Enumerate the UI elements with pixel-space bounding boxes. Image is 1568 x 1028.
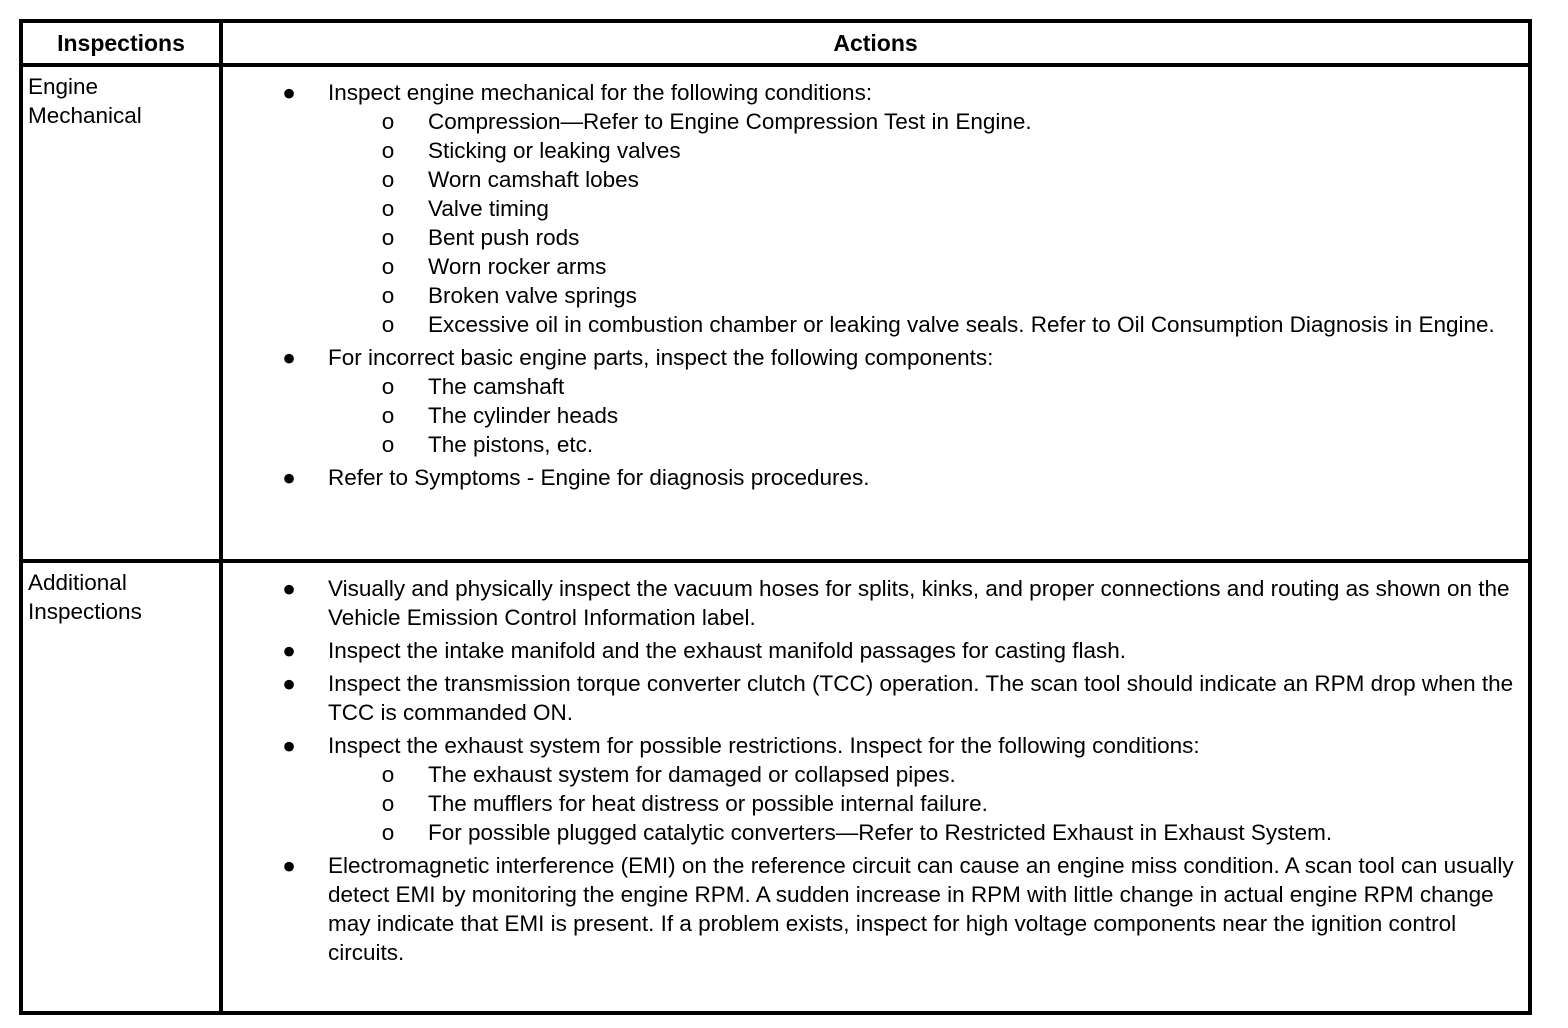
sub-item xyxy=(328,310,1522,339)
sub-item xyxy=(328,789,1522,818)
bullet-text: Inspect the transmission torque converter clutch (TCC) operation. The scan tool should indicate an RPM drop when the TCC is commanded ON. xyxy=(328,671,1514,725)
circle-bullet-icon: o xyxy=(381,254,395,279)
sub-text: For possible plugged catalytic converters—Refer to Restricted Exhaust in Exhaust System. xyxy=(428,820,1333,845)
sub-item xyxy=(328,760,1522,789)
bullet-item xyxy=(223,731,1522,847)
bullet-item xyxy=(223,574,1522,632)
bullet-text: Refer to Symptoms - Engine for diagnosis procedures. xyxy=(328,465,870,490)
sub-item xyxy=(328,165,1522,194)
sub-item xyxy=(328,372,1522,401)
sub-item xyxy=(328,430,1522,459)
sub-text: Excessive oil in combustion chamber or leaking valve seals. Refer to Oil Consumption Diagnosis in Engine. xyxy=(428,312,1495,337)
diagnostic-table xyxy=(19,19,1532,1015)
sub-item xyxy=(328,401,1522,430)
bullet-item xyxy=(223,343,1522,459)
sub-item xyxy=(328,136,1522,165)
bullet-dot-icon: ● xyxy=(282,638,296,663)
sub-text: Sticking or leaking valves xyxy=(428,138,681,163)
header-actions: Actions xyxy=(221,21,1530,65)
bullet-dot-icon: ● xyxy=(282,80,296,105)
sub-text: The exhaust system for damaged or collapsed pipes. xyxy=(428,762,956,787)
circle-bullet-icon: o xyxy=(381,225,395,250)
header-inspections: Inspections xyxy=(21,21,221,65)
bullet-dot-icon: ● xyxy=(282,576,296,601)
circle-bullet-icon: o xyxy=(381,138,395,163)
circle-bullet-icon: o xyxy=(381,374,395,399)
inspection-label: Additional xyxy=(28,570,127,595)
circle-bullet-icon: o xyxy=(381,791,395,816)
sub-list xyxy=(328,107,1522,339)
bullet-text: Inspect the exhaust system for possible restrictions. Inspect for the following conditions: xyxy=(328,733,1200,758)
circle-bullet-icon: o xyxy=(381,762,395,787)
bullet-item xyxy=(223,669,1522,727)
inspection-label: Mechanical xyxy=(28,103,142,128)
circle-bullet-icon: o xyxy=(381,196,395,221)
sub-text: Broken valve springs xyxy=(428,283,637,308)
sub-item xyxy=(328,223,1522,252)
circle-bullet-icon: o xyxy=(381,312,395,337)
inspection-cell xyxy=(21,561,221,1013)
bullet-text: Visually and physically inspect the vacuum hoses for splits, kinks, and proper connections and routing as shown on the Vehicle Emission Control Information label. xyxy=(328,576,1510,630)
bullet-text: Inspect the intake manifold and the exhaust manifold passages for casting flash. xyxy=(328,638,1126,663)
sub-item xyxy=(328,194,1522,223)
sub-item xyxy=(328,281,1522,310)
bullet-item xyxy=(223,78,1522,339)
table-row-additional-inspections xyxy=(21,561,1530,1013)
sub-text: Bent push rods xyxy=(428,225,580,250)
sub-text: The mufflers for heat distress or possible internal failure. xyxy=(428,791,988,816)
circle-bullet-icon: o xyxy=(381,109,395,134)
sub-list xyxy=(328,372,1522,459)
sub-text: Valve timing xyxy=(428,196,549,221)
sub-item xyxy=(328,818,1522,847)
sub-item xyxy=(328,107,1522,136)
bullet-text: For incorrect basic engine parts, inspect the following components: xyxy=(328,345,994,370)
bullet-item xyxy=(223,851,1522,967)
circle-bullet-icon: o xyxy=(381,820,395,845)
actions-cell xyxy=(221,561,1530,1013)
sub-list xyxy=(328,760,1522,847)
sub-text: The pistons, etc. xyxy=(428,432,594,457)
header-row xyxy=(21,21,1530,65)
bullet-dot-icon: ● xyxy=(282,853,296,878)
sub-text: The camshaft xyxy=(428,374,565,399)
actions-cell xyxy=(221,65,1530,561)
circle-bullet-icon: o xyxy=(381,167,395,192)
bullet-item xyxy=(223,636,1522,665)
sub-item xyxy=(328,252,1522,281)
inspection-label: Engine xyxy=(28,74,99,99)
bullet-text: Electromagnetic interference (EMI) on the reference circuit can cause an engine miss condition. A scan tool can usually detect EMI by monitoring the engine RPM. A sudden increase in RPM with little change in actual engine RPM change may indicate that EMI is present. If a problem exists, inspect for high voltage components near the ignition control circuits. xyxy=(328,853,1514,965)
bullet-dot-icon: ● xyxy=(282,465,296,490)
bullet-list xyxy=(223,78,1522,492)
bullet-dot-icon: ● xyxy=(282,733,296,758)
circle-bullet-icon: o xyxy=(381,283,395,308)
sub-text: Worn rocker arms xyxy=(428,254,607,279)
sub-text: The cylinder heads xyxy=(428,403,619,428)
bullet-list xyxy=(223,574,1522,967)
sub-text: Compression—Refer to Engine Compression Test in Engine. xyxy=(428,109,1032,134)
table-row-engine-mechanical xyxy=(21,65,1530,561)
circle-bullet-icon: o xyxy=(381,403,395,428)
sub-text: Worn camshaft lobes xyxy=(428,167,639,192)
bullet-text: Inspect engine mechanical for the following conditions: xyxy=(328,80,873,105)
inspection-cell xyxy=(21,65,221,561)
bullet-dot-icon: ● xyxy=(282,671,296,696)
bullet-dot-icon: ● xyxy=(282,345,296,370)
circle-bullet-icon: o xyxy=(381,432,395,457)
bullet-item xyxy=(223,463,1522,492)
inspection-label: Inspections xyxy=(28,599,142,624)
